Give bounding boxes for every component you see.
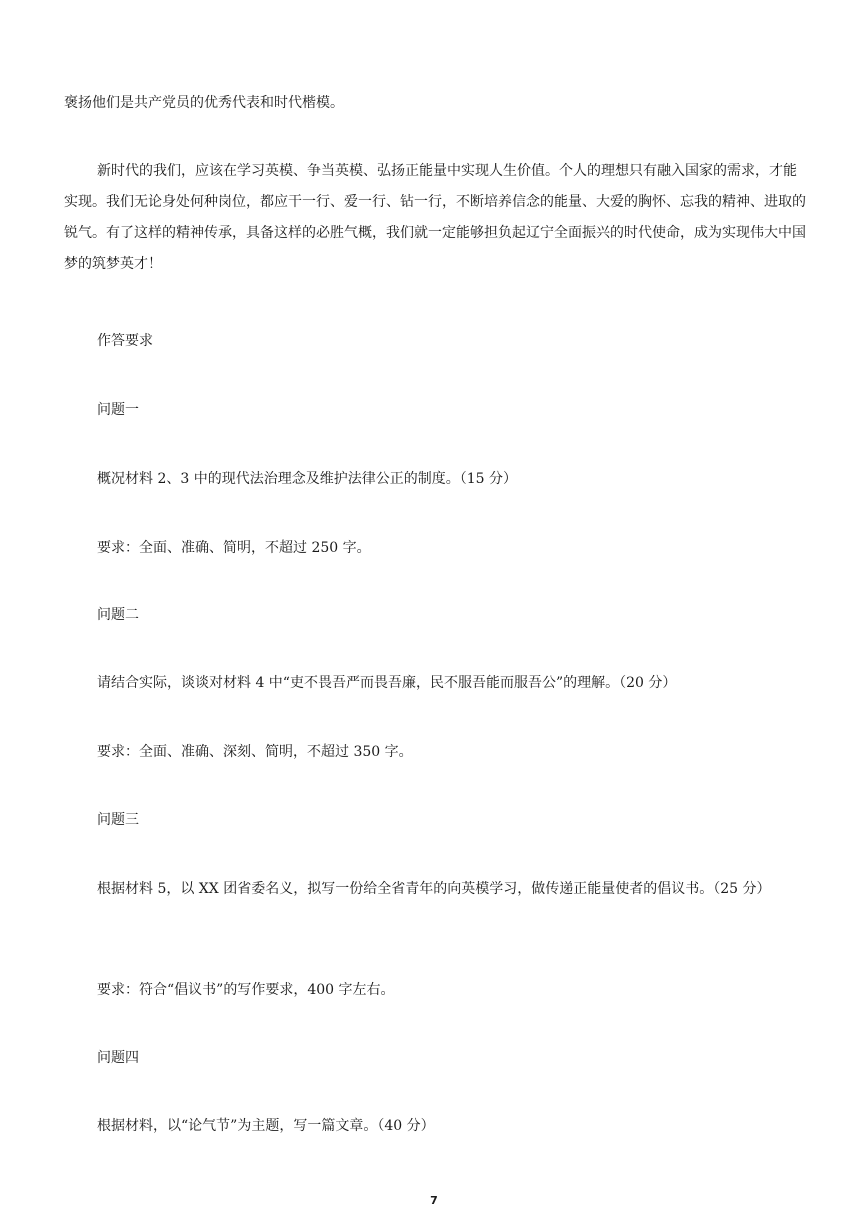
paragraph-closing-line: 褒扬他们是共产党员的优秀代表和时代楷模。: [64, 95, 344, 111]
question-3-requirement: 要求：符合“倡议书”的写作要求，400 字左右。: [97, 982, 395, 998]
question-2-text: 请结合实际，谈谈对材料 4 中“吏不畏吾严而畏吾廉，民不服吾能而服吾公”的理解。（20 分）: [97, 675, 677, 691]
question-2-requirement: 要求：全面、准确、深刻、简明，不超过 350 字。: [97, 744, 413, 760]
question-4-text: 根据材料，以“论气节”为主题，写一篇文章。（40 分）: [97, 1118, 435, 1134]
question-3-heading: 问题三: [97, 812, 139, 828]
question-1-requirement: 要求：全面、准确、简明，不超过 250 字。: [97, 540, 371, 556]
paragraph-new-era: 新时代的我们，应该在学习英模、争当英模、弘扬正能量中实现人生价值。个人的理想只有融入国家的需求，才能实现。我们无论身处何种岗位，都应干一行、爱一行、钻一行，不断培养信念的能量、大爱的胸怀、忘我的精神、进取的锐气。有了这样的精神传承，具备这样的必胜气概，我们就一定能够担负起辽宁全面振兴的时代使命，成为实现伟大中国梦的筑梦英才！: [64, 163, 806, 272]
question-1-heading: 问题一: [97, 402, 139, 418]
question-3-text: 根据材料 5，以 XX 团省委名义，拟写一份给全省青年的向英模学习，做传递正能量使者的倡议书。（25 分）: [97, 881, 771, 897]
question-1-text: 概况材料 2、3 中的现代法治理念及维护法律公正的制度。（15 分）: [97, 471, 517, 487]
page-number: 7: [430, 1194, 438, 1207]
question-4-heading: 问题四: [97, 1050, 139, 1066]
question-2-heading: 问题二: [97, 607, 139, 623]
section-heading-answer-requirements: 作答要求: [97, 333, 153, 349]
